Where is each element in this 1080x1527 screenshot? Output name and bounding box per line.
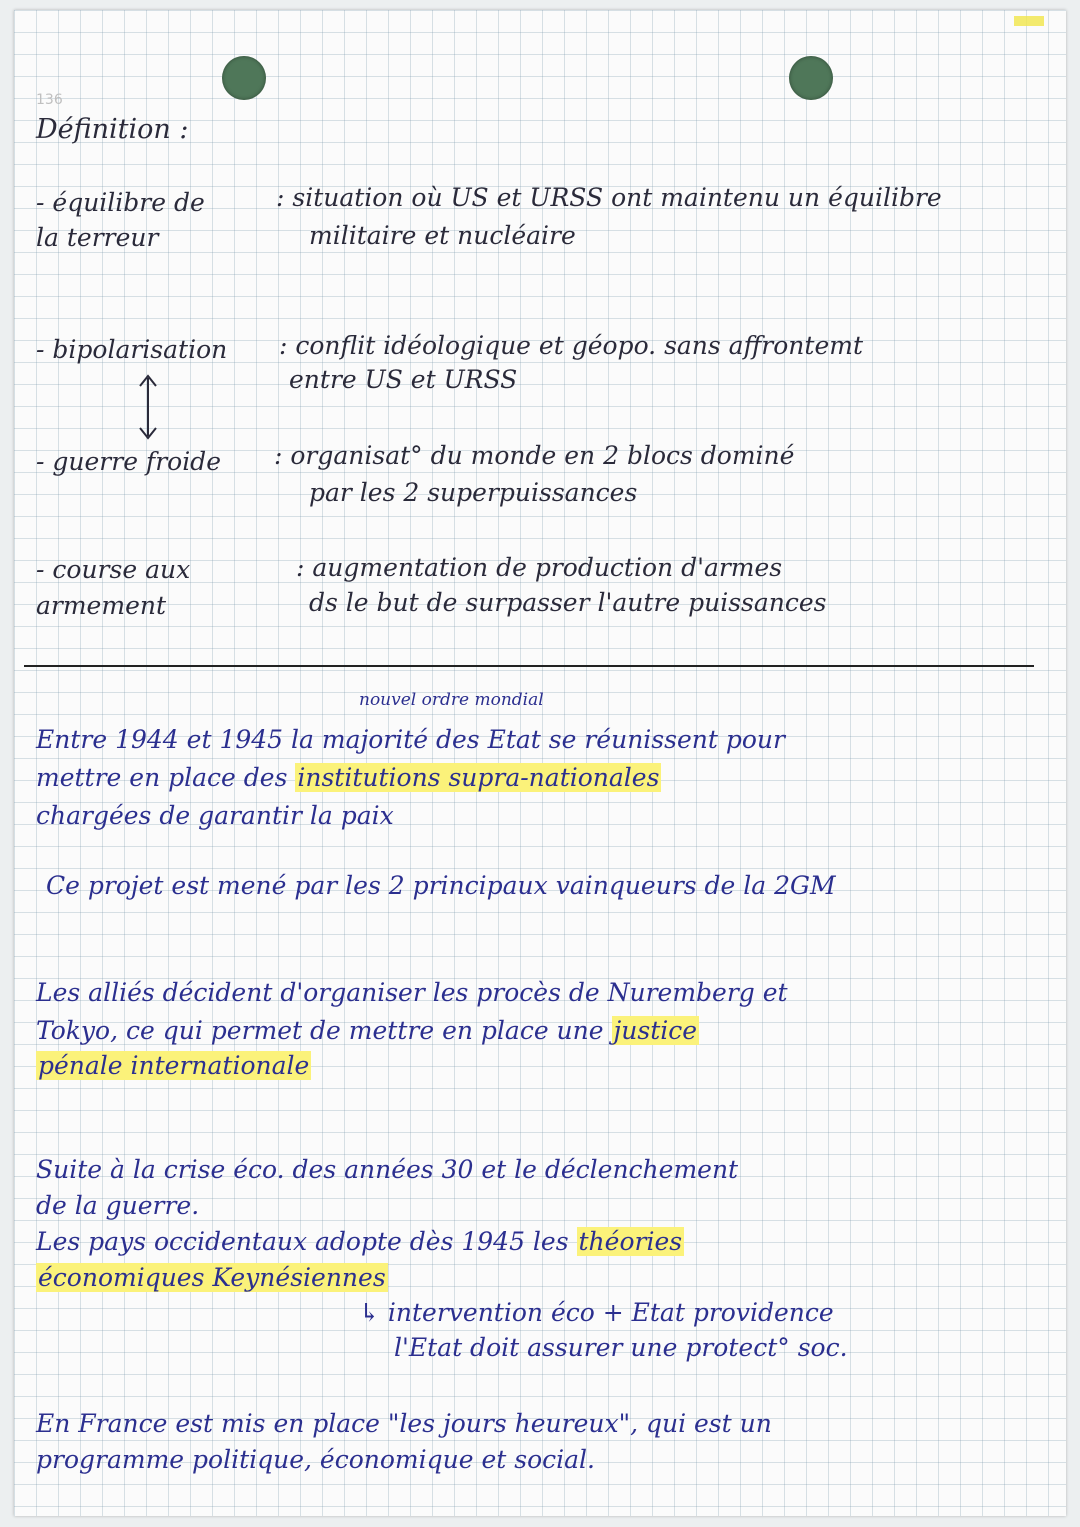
def-course-armement-2: ds le but de surpasser l'autre puissances [309,588,827,617]
page-title: Définition : [36,114,189,145]
p1-line1: Entre 1944 et 1945 la majorité des Etat se réunissent pour [36,725,785,754]
term-course-armement-2: armement [36,591,167,620]
p2: Ce projet est mené par les 2 principaux vainqueurs de la 2GM [46,871,836,900]
p4-line2: de la guerre. [36,1191,200,1220]
def-bipolarisation: : conflit idéologique et géopo. sans affrontemt [279,331,863,360]
p4-sub1: ↳ intervention éco + Etat providence [359,1298,834,1327]
def-course-armement: : augmentation de production d'armes [296,553,783,582]
p3-line3: pénale internationale [38,1051,310,1080]
p4-line4: économiques Keynésiennes [38,1263,386,1292]
punch-hole-left [222,56,266,100]
def-bipolarisation-2: entre US et URSS [289,365,518,394]
p1-line2: mettre en place des institutions supra-nationales [36,763,660,792]
p5-line2: programme politique, économique et social. [36,1445,595,1474]
page-number: 136 [36,92,63,108]
def-equilibre: : situation où US et URSS ont maintenu un équilibre [276,183,942,212]
highlighter-mark [1014,16,1044,26]
p3-line2: Tokyo, ce qui permet de mettre en place une justice [36,1016,698,1045]
notebook-page [14,10,1066,1516]
p4-line3: Les pays occidentaux adopte dès 1945 les théories [36,1227,683,1256]
annotation: nouvel ordre mondial [359,690,544,710]
p1-line3: chargées de garantir la paix [36,801,394,830]
term-equilibre: - équilibre de [36,188,205,217]
section-divider [24,665,1034,667]
def-guerre-froide-2: par les 2 superpuissances [309,478,638,507]
term-guerre-froide: - guerre froide [36,447,221,476]
def-equilibre-2: militaire et nucléaire [309,221,576,250]
term-equilibre-2: la terreur [36,223,159,252]
p5-line1: En France est mis en place "les jours heureux", qui est un [36,1409,772,1438]
term-course-armement: - course aux [36,555,191,584]
p4-line1: Suite à la crise éco. des années 30 et le déclenchement [36,1155,739,1184]
p4-sub2: l'Etat doit assurer une protect° soc. [394,1333,848,1362]
punch-hole-right [789,56,833,100]
term-bipolarisation: - bipolarisation [36,335,228,364]
p3-line1: Les alliés décident d'organiser les procès de Nuremberg et [36,978,788,1007]
def-guerre-froide: : organisat° du monde en 2 blocs dominé [274,441,795,470]
double-arrow-icon [137,372,159,442]
